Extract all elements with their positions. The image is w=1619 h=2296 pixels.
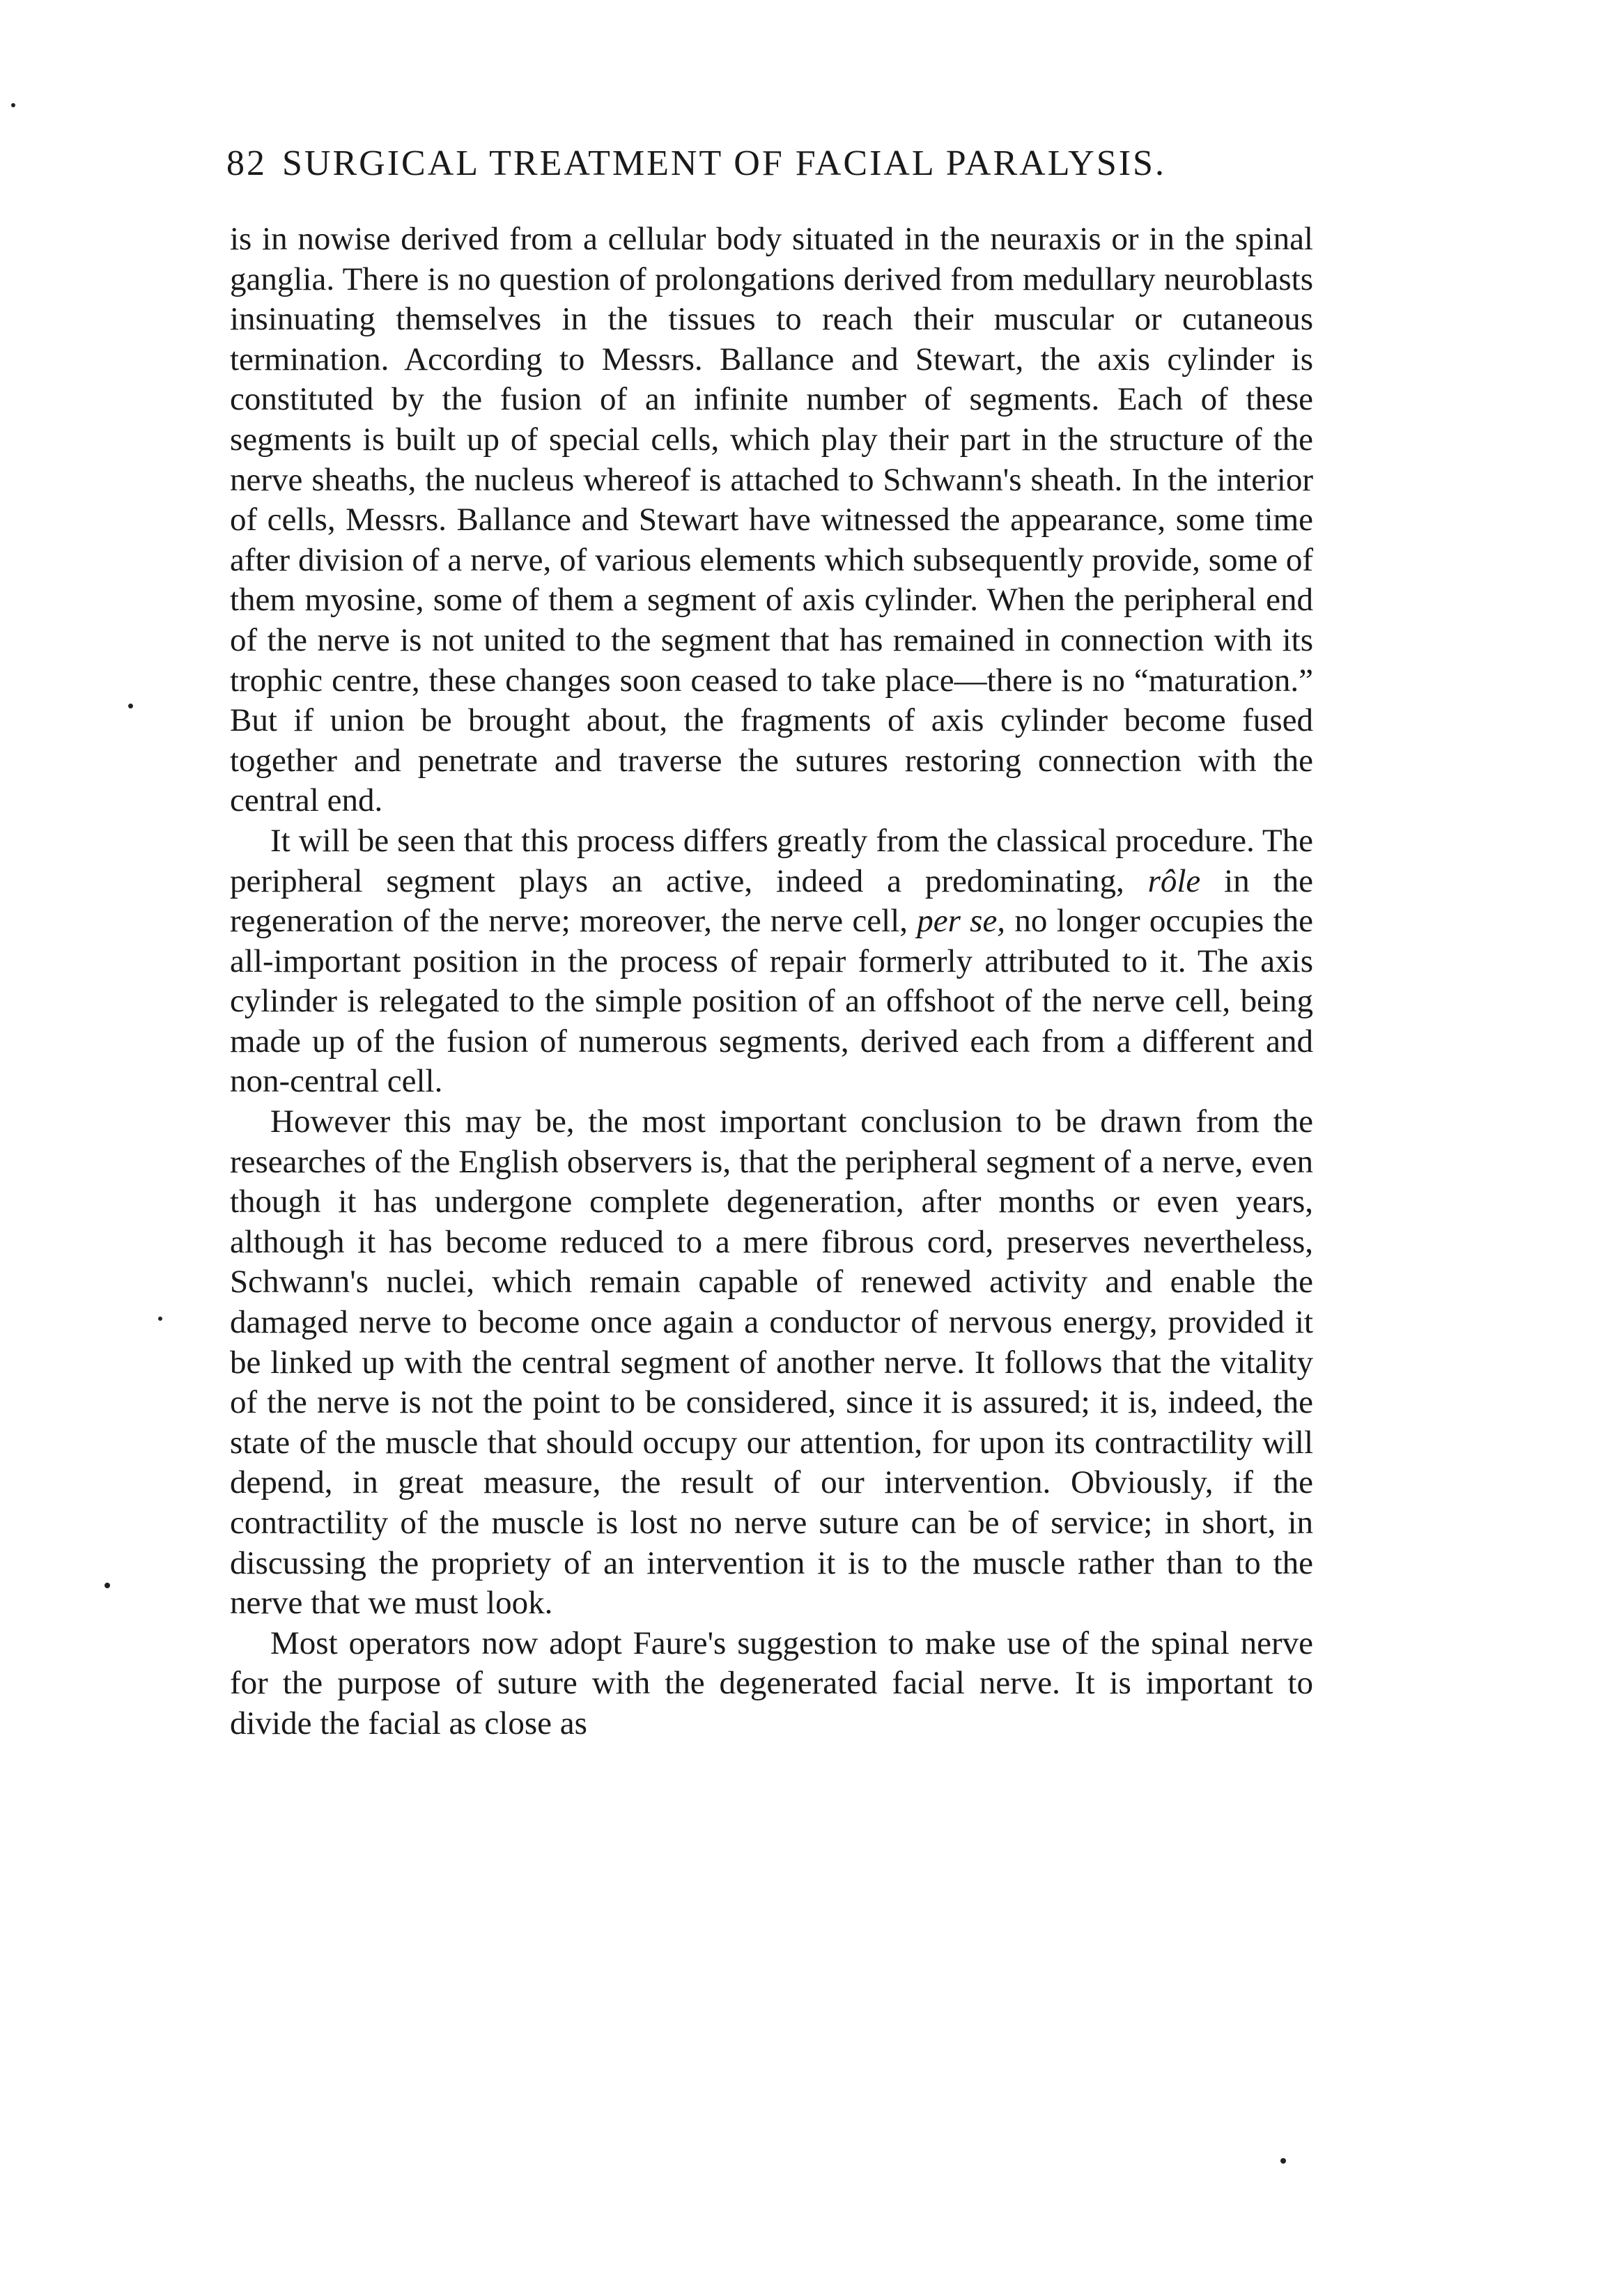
italic-per-se: per se,	[917, 903, 1006, 940]
body-text	[230, 219, 1313, 1744]
running-head-title: SURGICAL TREATMENT OF FACIAL PARALYSIS.	[282, 144, 1166, 183]
paragraph-2-part-c: no longer occupies the all-important position in the process of repair formerly attributed to it. The axis cylinder is relegated to the simple position of an offshoot of the nerve cell, being made up of the fusion of numerous segments, derived each from a different and non-central cell.	[230, 903, 1314, 1100]
scan-speck	[11, 103, 15, 107]
page-number: 82	[226, 144, 267, 183]
paragraph-4: Most operators now adopt Faure's suggestion to make use of the spinal nerve for the purpose of suture with the degenerated facial nerve. It is important to divide the facial as close as	[230, 1624, 1313, 1742]
scan-speck	[104, 1583, 110, 1588]
paragraph-1: is in nowise derived from a cellular body situated in the neuraxis or in the spinal ganglia. There is no question of prolongations derived from medullary neuroblasts insinuating themselves in the tissues to reach their muscular or cutaneous termination. According to Messrs. Ballance and Stewart, the axis cylinder is constituted by the fusion of an infinite number of segments. Each of these segments is built up of special cells, which play their part in the structure of the nerve sheaths, the nucleus whereof is attached to Schwann's sheath. In the interior of cells, Messrs. Ballance and Stewart have witnessed the appearance, some time after division of a nerve, of various elements which subsequently provide, some of them myosine, some of them a segment of axis cylinder. When the peripheral end of the nerve is not united to the segment that has remained in connection with its trophic centre, these changes soon ceased to take place—there is no “maturation.” But if union be brought about, the fragments of axis cylinder become fused together and penetrate and traverse the sutures restoring connection with the central end.	[230, 221, 1313, 819]
paragraph-2-part-b: in the regeneration of the nerve; moreover, the nerve cell,	[230, 862, 1314, 940]
paragraph-2-part-a: It will be seen that this process differs greatly from the classical procedure. The peripheral segment plays an active, indeed a predominating,	[230, 822, 1313, 899]
paragraph-3: However this may be, the most important conclusion to be drawn from the researches of the English observers is, that the peripheral segment of a nerve, even though it has undergone complete degeneration, after months or even years, although it has become reduced to a mere fibrous cord, preserves nevertheless, Schwann's nuclei, which remain capable of renewed activity and enable the damaged nerve to become once again a conductor of nervous energy, provided it be linked up with the central segment of another nerve. It follows that the vitality of the nerve is not the point to be considered, since it is assured; it is, indeed, the state of the muscle that should occupy our attention, for upon its contractility will depend, in great measure, the result of our intervention. Obviously, if the contractility of the muscle is lost no nerve suture can be of service; in short, in discussing the propriety of an intervention it is to the muscle rather than to the nerve that we must look.	[230, 1103, 1313, 1622]
paragraph-2	[230, 821, 1313, 1102]
scan-speck	[128, 704, 133, 708]
running-head	[226, 139, 1313, 188]
italic-role: rôle	[1147, 862, 1201, 899]
scan-speck	[1280, 2158, 1286, 2164]
scan-speck	[158, 1317, 162, 1321]
